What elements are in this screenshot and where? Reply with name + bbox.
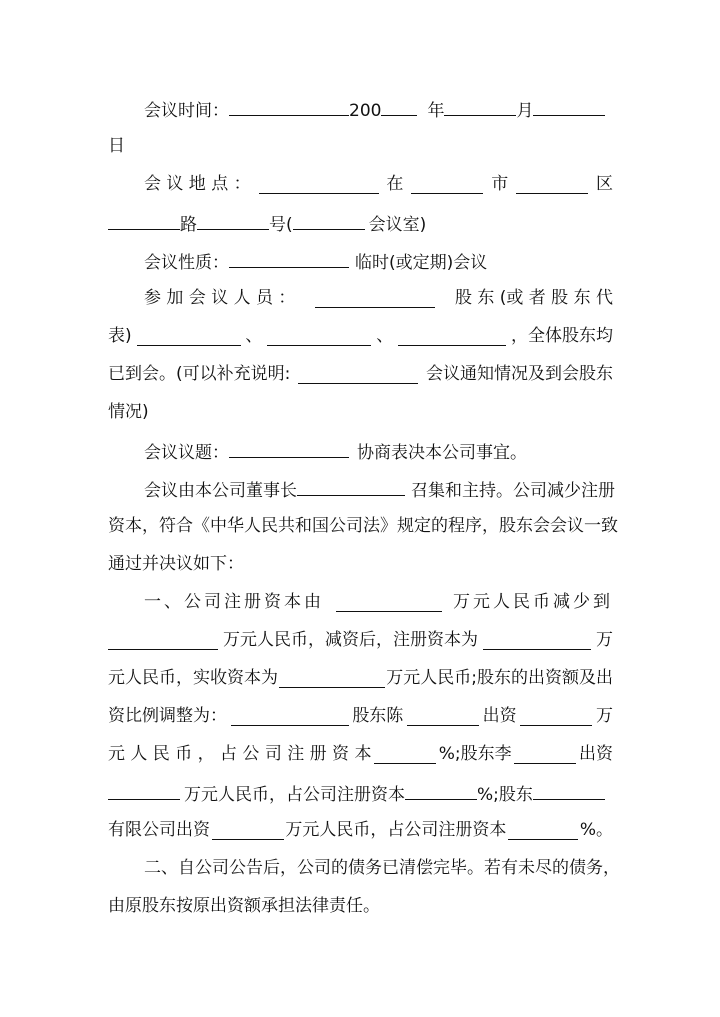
- blank-line: [508, 822, 578, 840]
- item2-line-2: [108, 896, 613, 916]
- item1-s5: 元人民币，实收资本为: [108, 668, 278, 688]
- item1-s7: 资比例调整为：: [108, 706, 227, 726]
- attendees-line-4: [108, 402, 613, 422]
- item1-s10: 万: [595, 706, 613, 726]
- item2-s2: 由原股东按原出资额承担法律责任。: [108, 896, 380, 916]
- blank-line: [293, 212, 365, 230]
- blank-line: [297, 478, 405, 496]
- blank-line: [108, 782, 180, 800]
- situation-text: 情况): [108, 402, 149, 422]
- item1-s9: 出资: [482, 706, 517, 726]
- blank-line: [405, 782, 477, 800]
- item1-line-5: [108, 744, 613, 764]
- room-text: 会议室): [368, 215, 427, 235]
- notice-text: 会议通知情况及到会股东: [426, 364, 613, 384]
- intro-p1: 会议由本公司董事长: [144, 481, 297, 501]
- separator: 、: [245, 326, 263, 346]
- blank-line: [533, 782, 605, 800]
- all-present-text: ，全体股东均: [510, 326, 613, 346]
- blank-line: [533, 98, 605, 116]
- blank-line: [398, 328, 506, 346]
- arrived-text: 已到会。(可以补充说明:: [108, 364, 291, 384]
- blank-line: [229, 250, 349, 268]
- year-prefix: 200: [349, 101, 382, 121]
- meeting-nature-label: 会议性质：: [144, 253, 229, 273]
- meeting-nature-text: 临时(或定期)会议: [355, 253, 488, 273]
- meeting-time-label: 会议时间：: [144, 101, 229, 121]
- blank-line: [315, 290, 435, 308]
- item1-s11: 元 人 民 币 ， 占 公 司 注 册 资 本: [108, 744, 372, 764]
- attendees-line-3: [108, 364, 613, 384]
- meeting-place-line-2: [108, 212, 613, 235]
- meeting-place-line: [144, 174, 613, 194]
- item2-line-1: [144, 858, 620, 878]
- blank-line: [336, 594, 442, 612]
- blank-line: [267, 328, 371, 346]
- blank-line: [108, 632, 218, 650]
- item1-s4: 万: [596, 630, 613, 650]
- blank-line: [279, 670, 385, 688]
- item1-s15: %;股东: [477, 785, 533, 805]
- city-text: 市: [491, 174, 509, 194]
- blank-line: [374, 746, 436, 764]
- number-text: 号(: [269, 215, 293, 235]
- shareholder-text: 股 东 (或 者 股 东 代: [454, 288, 613, 308]
- blank-line: [298, 366, 418, 384]
- item1-s18: %。: [579, 820, 613, 840]
- item1-s14: 万元人民币，占公司注册资本: [184, 785, 405, 805]
- blank-line: [514, 746, 576, 764]
- blank-line: [407, 708, 479, 726]
- item1-line-4: [108, 706, 613, 726]
- month-text: 月: [516, 101, 534, 121]
- item1-s12: %;股东李: [438, 744, 512, 764]
- attendees-line: [144, 288, 613, 308]
- intro-p4: 通过并决议如下：: [108, 554, 244, 574]
- item1-line-1: [144, 592, 613, 612]
- item1-s16: 有限公司出资: [108, 820, 210, 840]
- intro-line: [144, 478, 613, 501]
- item1-s6: 万元人民币;股东的出资额及出: [386, 668, 613, 688]
- meeting-time-line: [144, 98, 613, 121]
- intro-line-3: [108, 554, 613, 574]
- blank-line: [197, 212, 269, 230]
- blank-line: [381, 98, 417, 116]
- intro-p3: 资本，符合《中华人民共和国公司法》规定的程序，股东会会议一致: [108, 516, 618, 536]
- blank-line: [229, 440, 349, 458]
- attendees-label: 参 加 会 议 人 员 ：: [144, 288, 296, 308]
- item1-s2: 万元人民币减少到: [453, 592, 613, 612]
- blank-line: [137, 328, 241, 346]
- blank-line: [108, 212, 180, 230]
- item1-line-7: [108, 820, 613, 840]
- day-text: 日: [108, 136, 125, 156]
- year-text: 年: [427, 101, 445, 121]
- intro-p2: 召集和主持。公司减少注册: [411, 481, 615, 501]
- blank-line: [483, 632, 591, 650]
- blank-line: [516, 176, 588, 194]
- meeting-place-label: 会 议 地 点 ：: [144, 174, 251, 194]
- item1-line-2: [108, 630, 613, 650]
- blank-line: [212, 822, 284, 840]
- topic-text: 协商表决本公司事宜。: [357, 443, 527, 463]
- item1-line-6: [108, 782, 613, 805]
- blank-line: [229, 98, 349, 116]
- blank-line: [231, 708, 349, 726]
- blank-line: [520, 708, 592, 726]
- topic-label: 会议议题：: [144, 443, 229, 463]
- day-line: [108, 136, 613, 156]
- at-text: 在: [386, 174, 404, 194]
- blank-line: [259, 176, 379, 194]
- attendees-line-2: [108, 326, 613, 346]
- meeting-nature-line: [144, 250, 613, 273]
- blank-line: [444, 98, 516, 116]
- item1-s3: 万元人民币，减资后，注册资本为: [223, 630, 478, 650]
- item1-s13: 出资: [578, 744, 613, 764]
- intro-line-2: [108, 516, 618, 536]
- district-text: 区: [595, 174, 613, 194]
- blank-line: [411, 176, 483, 194]
- item1-s8: 股东陈: [352, 706, 404, 726]
- item1-line-3: [108, 668, 613, 688]
- separator: 、: [376, 326, 394, 346]
- item1-s1: 一、公司注册资本由: [144, 592, 324, 612]
- item1-s17: 万元人民币，占公司注册资本: [285, 820, 507, 840]
- road-text: 路: [180, 215, 197, 235]
- topic-line: [144, 440, 613, 463]
- represent-text: 表): [108, 326, 132, 346]
- item2-s1: 二、自公司公告后，公司的债务已清偿完毕。若有未尽的债务，: [144, 858, 620, 878]
